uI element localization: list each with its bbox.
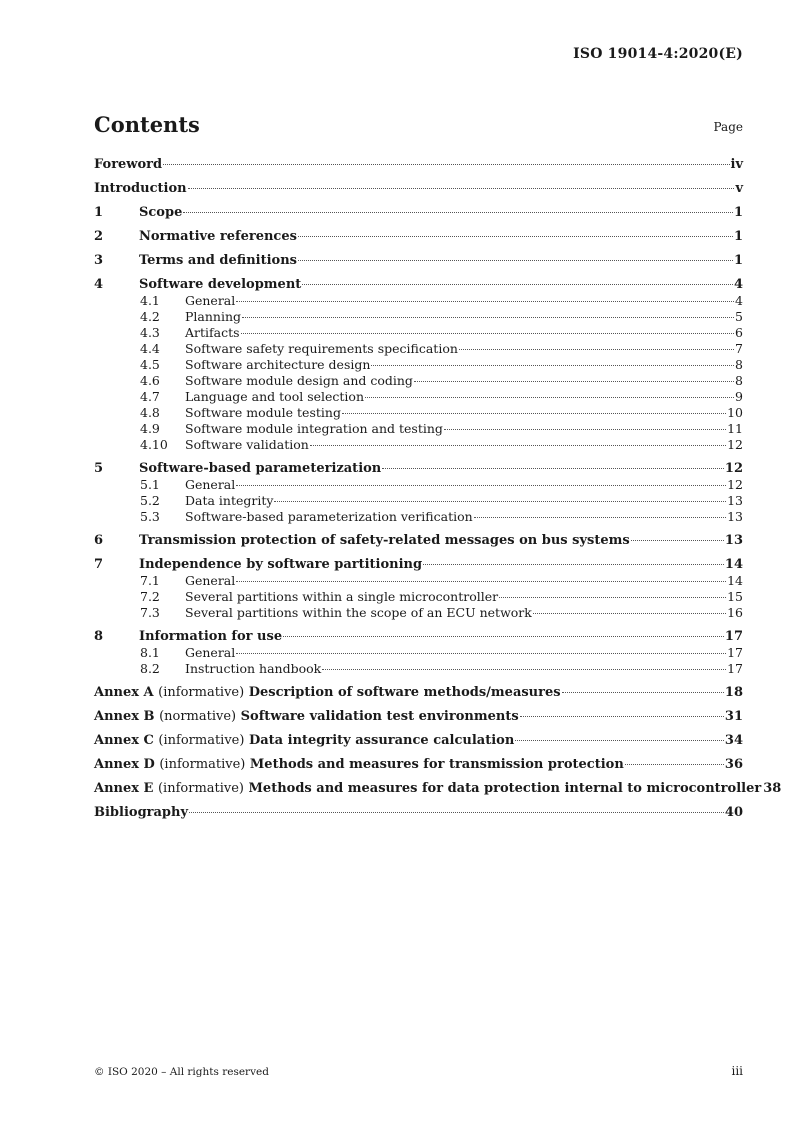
dot-leader: [298, 260, 733, 261]
dot-leader: [310, 445, 726, 446]
toc-entry-label: Several partitions within a single microcontroller: [185, 589, 499, 604]
toc-page-number: 17: [727, 661, 743, 676]
toc-entry-label: [94, 684, 561, 701]
toc-entry-label: Software module integration and testing: [185, 421, 443, 436]
toc-entry-label: Software validation: [185, 437, 309, 452]
dot-leader: [474, 517, 726, 518]
annex-qualifier: (informative): [157, 781, 245, 796]
table-of-contents: [94, 156, 782, 821]
toc-entry-label: General: [185, 573, 236, 588]
annex-title: Methods and measures for data protection internal to microcontroller: [248, 781, 762, 796]
toc-entry-label: Scope: [139, 205, 183, 220]
toc-entry-label: Software-based parameterization verification: [185, 509, 473, 524]
toc-entry-number: 4.9: [140, 421, 160, 436]
toc-entry-number: 4.7: [140, 389, 160, 404]
toc-page-number: 13: [727, 509, 743, 524]
toc-entry-number: 4.5: [140, 357, 160, 372]
toc-subentry[interactable]: [94, 309, 743, 325]
toc-entry-number: 4.10: [140, 437, 168, 452]
toc-annex-entry[interactable]: [94, 732, 743, 749]
dot-leader: [625, 764, 724, 765]
toc-annex-entry[interactable]: [94, 684, 743, 701]
toc-entry-label: Information for use: [139, 629, 283, 644]
toc-entry-label: Software architecture design: [185, 357, 371, 372]
dot-leader: [183, 212, 733, 213]
toc-entry-number: 4.3: [140, 325, 160, 340]
toc-subentry[interactable]: [94, 509, 743, 525]
toc-entry[interactable]: [94, 228, 743, 245]
dot-leader: [241, 333, 735, 334]
toc-subentry[interactable]: [94, 605, 743, 621]
toc-page-number: 40: [724, 805, 743, 820]
toc-entry-label: [94, 780, 761, 797]
toc-subentry[interactable]: [94, 341, 743, 357]
toc-page-number: 1: [733, 253, 743, 268]
toc-page-number: v: [735, 181, 743, 196]
toc-page-number: 15: [727, 589, 743, 604]
toc-page-number: 16: [727, 605, 743, 620]
dot-leader: [515, 740, 724, 741]
dot-leader: [533, 613, 726, 614]
toc-entry[interactable]: [94, 156, 743, 173]
dot-leader: [274, 501, 726, 502]
toc-page-number: 4: [733, 277, 743, 292]
toc-subentry[interactable]: [94, 405, 743, 421]
toc-page-number: 6: [735, 325, 743, 340]
toc-entry-label: General: [185, 477, 236, 492]
dot-leader: [499, 597, 726, 598]
annex-title: Data integrity assurance calculation: [248, 733, 515, 748]
dot-leader: [302, 284, 733, 285]
toc-subentry[interactable]: [94, 421, 743, 437]
toc-entry-number: 4.6: [140, 373, 160, 388]
toc-page-number: 38: [763, 781, 782, 796]
toc-entry[interactable]: [94, 276, 743, 293]
toc-subentry[interactable]: [94, 389, 743, 405]
toc-page-number: 10: [727, 405, 743, 420]
toc-subentry[interactable]: [94, 293, 743, 309]
toc-page-number: 12: [727, 477, 743, 492]
toc-page-number: 8: [735, 357, 743, 372]
toc-page-number: 9: [735, 389, 743, 404]
toc-page-number: 36: [724, 757, 743, 772]
toc-entry-label: Software safety requirements specification: [185, 341, 458, 356]
annex-id: Annex E: [94, 781, 154, 796]
dot-leader: [242, 317, 734, 318]
dot-leader: [283, 636, 724, 637]
toc-entry-number: 5.1: [140, 477, 160, 492]
page-title: Contents: [94, 112, 200, 137]
dot-leader: [414, 381, 734, 382]
toc-entry-number: 4.2: [140, 309, 160, 324]
toc-entry-number: 7.1: [140, 573, 160, 588]
toc-entry-label: General: [185, 645, 236, 660]
annex-qualifier: (informative): [159, 757, 246, 772]
toc-entry-number: 7.2: [140, 589, 160, 604]
toc-entry-label: Several partitions within the scope of an ECU network: [185, 605, 532, 620]
toc-entry-number: 4.4: [140, 341, 160, 356]
dot-leader: [371, 365, 734, 366]
toc-entry-number: 4: [94, 277, 104, 292]
toc-annex-entry[interactable]: [94, 780, 782, 797]
toc-entry-label: Software module design and coding: [185, 373, 413, 388]
toc-page-number: 17: [724, 629, 743, 644]
toc-entry[interactable]: [94, 204, 743, 221]
toc-subentry[interactable]: [94, 325, 743, 341]
toc-page-number: 13: [724, 533, 743, 548]
dot-leader: [520, 716, 724, 717]
toc-entry-number: 3: [94, 253, 104, 268]
dot-leader: [188, 188, 735, 189]
annex-id: Annex D: [94, 757, 155, 772]
toc-entry-label: Foreword: [94, 157, 163, 172]
toc-page-number: 4: [735, 293, 743, 308]
dot-leader: [189, 812, 724, 813]
annex-id: Annex A: [94, 685, 154, 700]
dot-leader: [236, 485, 726, 486]
toc-entry[interactable]: [94, 252, 743, 269]
toc-page-number: 5: [735, 309, 743, 324]
toc-entry-number: 2: [94, 229, 104, 244]
toc-subentry[interactable]: [94, 373, 743, 389]
annex-qualifier: (informative): [158, 733, 245, 748]
toc-entry-number: 7.3: [140, 605, 160, 620]
toc-page-number: 13: [727, 493, 743, 508]
annex-title: Methods and measures for transmission protection: [249, 757, 624, 772]
dot-leader: [236, 581, 726, 582]
toc-page-number: 17: [727, 645, 743, 660]
toc-entry[interactable]: [94, 460, 743, 477]
dot-leader: [236, 653, 726, 654]
toc-page-number: 1: [733, 229, 743, 244]
toc-page-number: 14: [724, 557, 743, 572]
dot-leader: [365, 397, 734, 398]
toc-entry-label: [94, 708, 519, 725]
toc-entry-number: 5.2: [140, 493, 160, 508]
toc-entry-number: 8.2: [140, 661, 160, 676]
toc-entry-label: Instruction handbook: [185, 661, 322, 676]
dot-leader: [298, 236, 733, 237]
toc-page-number: 34: [724, 733, 743, 748]
dot-leader: [342, 413, 726, 414]
toc-entry-label: General: [185, 293, 236, 308]
toc-entry-label: Bibliography: [94, 805, 189, 820]
toc-page-number: 18: [724, 685, 743, 700]
page-column-label: Page: [713, 120, 743, 134]
toc-entry-label: Data integrity: [185, 493, 274, 508]
dot-leader: [163, 164, 729, 165]
dot-leader: [631, 540, 724, 541]
toc-entry-label: Software development: [139, 277, 302, 292]
toc-annex-entry[interactable]: [94, 708, 743, 725]
annex-qualifier: (informative): [158, 685, 245, 700]
toc-page-number: 31: [724, 709, 743, 724]
toc-annex-entry[interactable]: [94, 756, 743, 773]
toc-subentry[interactable]: [94, 437, 743, 453]
toc-entry-label: Independence by software partitioning: [139, 557, 423, 572]
toc-entry-label: Language and tool selection: [185, 389, 365, 404]
toc-page-number: 8: [735, 373, 743, 388]
toc-page-number: 12: [724, 461, 743, 476]
toc-entry-number: 5: [94, 461, 104, 476]
annex-id: Annex B: [94, 709, 155, 724]
dot-leader: [382, 468, 724, 469]
toc-subentry[interactable]: [94, 589, 743, 605]
toc-entry-label: Software-based parameterization: [139, 461, 382, 476]
footer-copyright: © ISO 2020 – All rights reserved: [94, 1066, 269, 1078]
annex-qualifier: (normative): [159, 709, 237, 724]
dot-leader: [562, 692, 724, 693]
toc-page-number: 11: [727, 421, 743, 436]
annex-title: Description of software methods/measures: [248, 685, 561, 700]
toc-page-number: 7: [735, 341, 743, 356]
toc-subentry[interactable]: [94, 573, 743, 589]
dot-leader: [322, 669, 726, 670]
toc-entry-number: 1: [94, 205, 104, 220]
toc-entry-label: [94, 732, 514, 749]
toc-subentry[interactable]: [94, 477, 743, 493]
toc-entry[interactable]: [94, 556, 743, 573]
toc-entry[interactable]: [94, 532, 743, 549]
toc-entry[interactable]: [94, 628, 743, 645]
toc-entry-label: Planning: [185, 309, 242, 324]
toc-entry-label: Artifacts: [185, 325, 240, 340]
toc-entry-label: Terms and definitions: [139, 253, 297, 268]
toc-entry[interactable]: [94, 804, 743, 821]
toc-entry-number: 6: [94, 533, 104, 548]
toc-subentry[interactable]: [94, 493, 743, 509]
annex-id: Annex C: [94, 733, 154, 748]
toc-entry-number: 7: [94, 557, 104, 572]
toc-entry-label: Introduction: [94, 181, 187, 196]
toc-entry-number: 8: [94, 629, 104, 644]
toc-entry[interactable]: [94, 180, 743, 197]
footer-page-number: iii: [731, 1064, 743, 1078]
dot-leader: [423, 564, 724, 565]
dot-leader: [459, 349, 734, 350]
toc-entry-label: Normative references: [139, 229, 297, 244]
toc-page-number: 12: [727, 437, 743, 452]
toc-entry-number: 8.1: [140, 645, 160, 660]
dot-leader: [236, 301, 734, 302]
toc-page-number: 14: [727, 573, 743, 588]
annex-title: Software validation test environments: [240, 709, 519, 724]
toc-entry-label: [94, 756, 624, 773]
toc-entry-label: Transmission protection of safety-related messages on bus systems: [139, 533, 630, 548]
toc-entry-number: 5.3: [140, 509, 160, 524]
dot-leader: [444, 429, 726, 430]
toc-subentry[interactable]: [94, 661, 743, 677]
toc-entry-label: Software module testing: [185, 405, 341, 420]
title-row: [94, 112, 743, 140]
toc-page-number: iv: [730, 157, 743, 172]
toc-subentry[interactable]: [94, 645, 743, 661]
toc-entry-number: 4.8: [140, 405, 160, 420]
toc-entry-number: 4.1: [140, 293, 160, 308]
document-id: ISO 19014-4:2020(E): [573, 46, 743, 62]
toc-page-number: 1: [733, 205, 743, 220]
toc-subentry[interactable]: [94, 357, 743, 373]
